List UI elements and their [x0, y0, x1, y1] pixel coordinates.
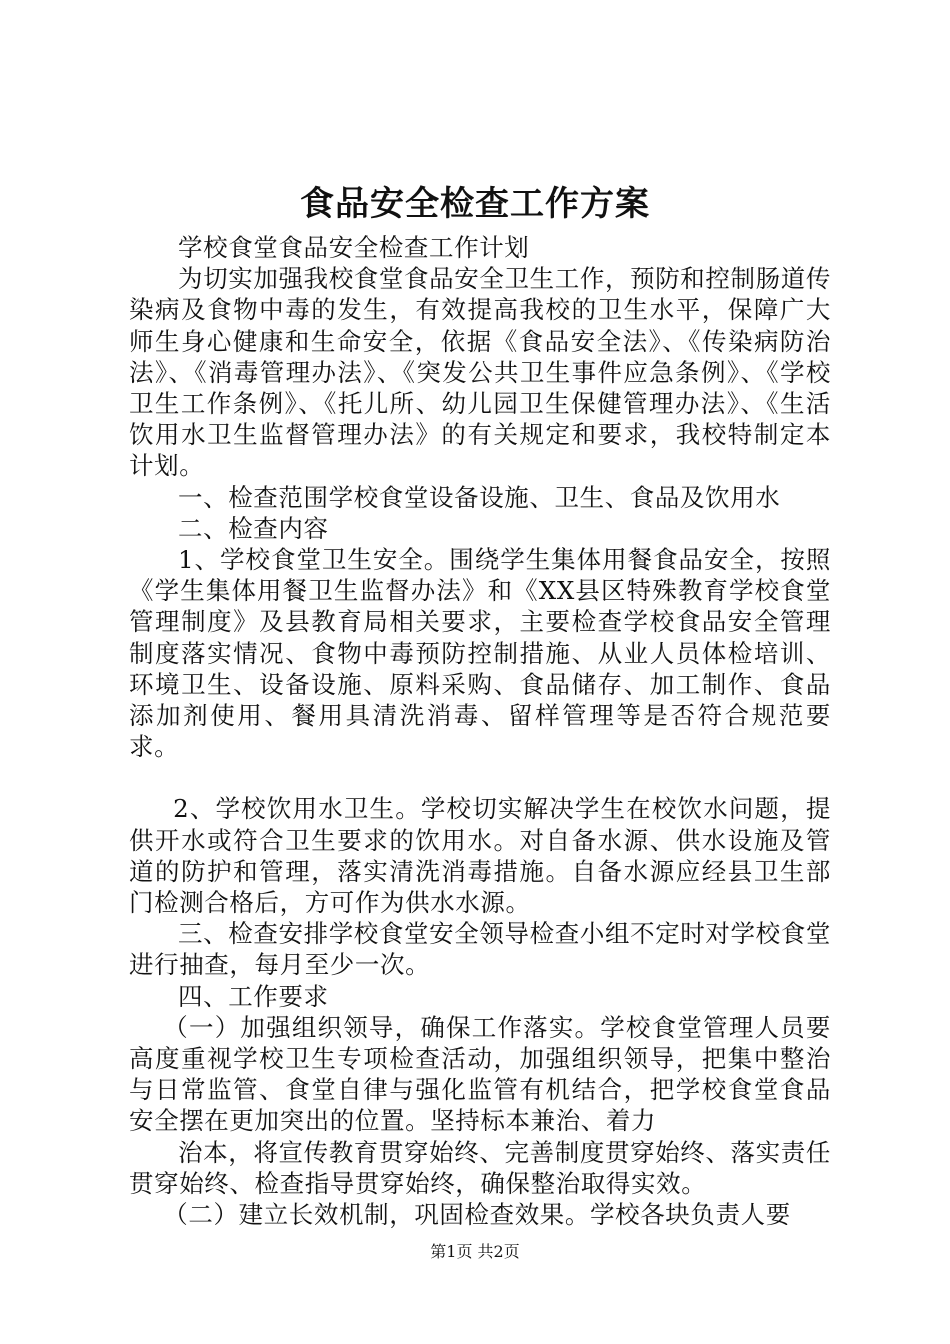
paragraph-requirement-1-cont: 治本，将宣传教育贯穿始终、完善制度贯穿始终、落实责任贯穿始终、检查指导贯穿始终，确保整治取得实效。 — [129, 1137, 831, 1198]
paragraph-subtitle: 学校食堂食品安全检查工作计划 — [178, 233, 530, 262]
paragraph-section-4: 四、工作要求 — [178, 981, 329, 1011]
paragraph-section-3: 三、检查安排学校食堂安全领导检查小组不定时对学校食堂进行抽查，每月至少一次。 — [129, 919, 831, 980]
paragraph-item-1: 1、学校食堂卫生安全。围绕学生集体用餐食品安全，按照《学生集体用餐卫生监督办法》和《XX县区特殊教育学校食堂管理制度》及县教育局相关要求，主要检查学校食品安全管理制度落实情况、食物中毒预防控制措施、从业人员体检培训、环境卫生、设备设施、原料采购、食品储存、加工制作、食品添加剂使用、餐用具清洗消毒、留样管理等是否符合规范要求。 — [129, 545, 831, 762]
paragraph-requirement-1: （一）加强组织领导，确保工作落实。学校食堂管理人员要高度重视学校卫生专项检查活动，加强组织领导，把集中整治与日常监管、食堂自律与强化监管有机结合，把学校食堂食品安全摆在更加突出的位置。坚持标本兼治、着力 — [129, 1012, 831, 1136]
paragraph-intro: 为切实加强我校食堂食品安全卫生工作，预防和控制肠道传染病及食物中毒的发生，有效提高我校的卫生水平，保障广大师生身心健康和生命安全，依据《食品安全法》、《传染病防治法》、《消毒管理办法》、《突发公共卫生事件应急条例》、《学校卫生工作条例》、《托儿所、幼儿园卫生保健管理办法》、《生活饮用水卫生监督管理办法》的有关规定和要求，我校特制定本计划。 — [129, 264, 831, 481]
paragraph-item-2: 2、学校饮用水卫生。学校切实解决学生在校饮水问题，提供开水或符合卫生要求的饮用水。对自备水源、供水设施及管道的防护和管理，落实清洗消毒措施。自备水源应经县卫生部门检测合格后，方可作为供水水源。 — [129, 794, 831, 918]
paragraph-requirement-2: （二）建立长效机制，巩固检查效果。学校各块负责人要 — [163, 1200, 791, 1230]
paragraph-section-1: 一、检查范围学校食堂设备设施、卫生、食品及饮用水 — [178, 482, 781, 512]
page-number-footer: 第1页 共2页 — [430, 1242, 520, 1261]
paragraph-section-2: 二、检查内容 — [178, 513, 329, 543]
document-body — [129, 232, 831, 1230]
document-title: 食品安全检查工作方案 — [300, 184, 650, 224]
